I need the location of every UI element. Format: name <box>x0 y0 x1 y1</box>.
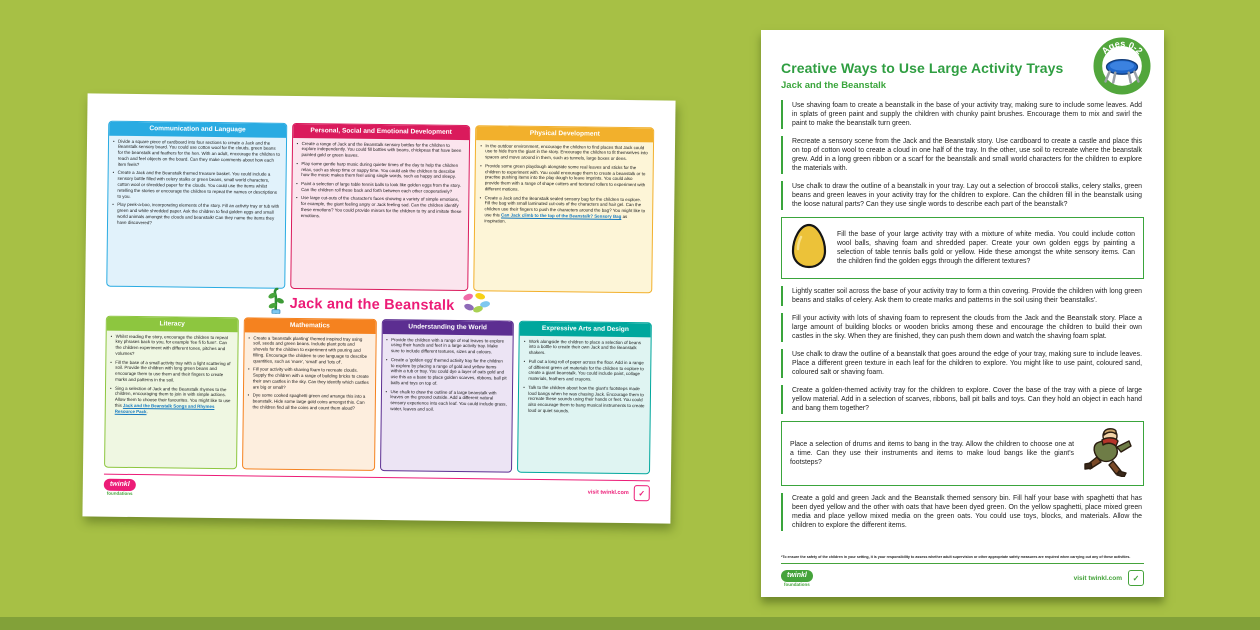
bullet-item: • Whilst reading the story, encourage the children to repeat key phrases back to you, for example 'fee fi fo fum!'. Can the children experiment with different tones, pitches and volumes? <box>110 333 232 358</box>
activity-paragraph: Create a golden-themed activity tray for the children to explore. Cover the base of the tray with a piece of large yellow material. Add in a selection of scarves, ribbons, ball pit balls and toys. Can they hold an object in each hand and bang them together? <box>781 385 1144 414</box>
activity-paragraph: Use chalk to draw the outline of a beanstalk in your tray. Lay out a selection of broccoli stalks, celery stalks, green beans and green leaves in your activity tray for the children to explore. Can the children fill in the beanstalk using the loose natural parts? Can they use single words to describe each part of the beanstalk? <box>781 181 1144 210</box>
bullet-item: • Play some gentle harp music during quieter times of the day to help the children relax, such as sleep time or nappy time. You could ask the children to describe how the music makes them feel using single words, such as happy and sleepy. <box>296 161 464 181</box>
svg-text:Ages 0-2: Ages 0-2 <box>1099 38 1145 57</box>
section-header: Expressive Arts and Design <box>520 322 651 337</box>
section-header: Physical Development <box>476 126 653 142</box>
bullet-item: • Create a Jack and the Beanstalk sealed sensory bag for the children to explore. Fill the bag with small laminated cut-outs of the characters and hair gel. Can the children use their fingers to push the characters around the bag? You might like to use this Can Jack climb to the top of the Beanstalk? Sensory Bag as inspiration. <box>479 195 647 226</box>
bullet-item: • Provide the children with a range of real leaves to explore using their hands and feet in a large activity tray. Make sure to include different textures, sizes and colours. <box>386 337 508 356</box>
bullet-item: • Fill the base of a small activity tray with a light scattering of soil. Provide the children with long green beans and encourage them to use them and their fingers to create marks and patterns in the soil. <box>110 359 232 384</box>
bullet-item: • Provide some green playdough alongside some real leaves and sticks for the children to experiment with. You could encourage them to create a beanstalk or to practise pushing items into the play dough to leave imprints. You could also provide them with a range of shape cutters and textured rollers to experiment with different motions. <box>480 163 648 194</box>
visit-twinkl-link[interactable]: visit twinkl.com <box>1073 574 1122 582</box>
resource-link[interactable]: Jack and the Beanstalk Songs and Rhymes Resource Pack <box>114 403 215 415</box>
seven-areas-poster <box>82 93 675 523</box>
bullet-item: • Work alongside the children to place a selection of beans into a bottle to create their own Jack and the Beanstalk shakers. <box>524 338 646 357</box>
twinkl-foundations-logo <box>104 479 136 497</box>
running-giant-icon-slot <box>1083 427 1135 480</box>
activity-paragraph: Lightly scatter soil across the base of your activity tray to form a thin covering. Provide the children with long green beans and stalks of celery. Ask them to create marks and patterns in the soil using their 'beanstalks'. <box>781 286 1144 306</box>
sheet-subtitle: Jack and the Beanstalk <box>781 80 887 91</box>
foundations-label: foundations <box>784 581 810 587</box>
bullet-item: • Pull out a long roll of paper across the floor. Add in a range of different green art materials for the children to explore to create a giant beanstalk. You could include paint, collage materials, feathers and crayons. <box>523 358 645 383</box>
section-header: Communication and Language <box>109 122 286 138</box>
bullet-item: • Create a 'beanstalk planting' themed inspired tray using soil, seeds and green beans. Include plant pots and shovels for the children to experiment with pouring and filling. Encourage the children to use language to describe quantities, such as 'more', 'small' and 'lots of'. <box>248 335 370 366</box>
top-sections-row <box>106 121 654 294</box>
sheet-footer-right <box>1074 570 1144 586</box>
bullet-item: • Dye some cooked spaghetti green and arrange this into a beanstalk. Hide some large gold coins amongst this. Can the children find all the coins and count them aloud? <box>247 393 369 412</box>
section-mathematics <box>242 317 377 471</box>
magic-beans-icon <box>460 292 490 314</box>
section-literacy <box>104 316 239 470</box>
activity-paragraph: Fill your activity with lots of shaving foam to represent the clouds from the Jack and the Beanstalk story. Place a large amount of building blocks or wooden bricks among these and encourage the children to build their own castles in the sky. When they are finished, they can push them down and watch the shaving foam splat. <box>781 313 1144 342</box>
section-communication-and-language <box>106 121 287 289</box>
section-body <box>108 135 286 232</box>
bullet-item: • Sing a selection of Jack and the Beanstalk rhymes to the children, encouraging them to join in with simple actions. Allow them to choose their favourites. You might like to use this Jack and the Beanstalk Songs and Rhymes Resource Pack. <box>110 385 232 416</box>
section-body <box>475 140 653 231</box>
bullet-item: • Divide a square piece of cardboard into four sections to create a Jack and the Beanstalk sensory board. You could use cotton wool for the clouds, green beans for the beanstalk and feathers for the hen. With an adult, encourage the children to reach and feel objects on the board. Can they make comments about how each item feels? <box>113 138 281 169</box>
section-header: Literacy <box>107 317 238 332</box>
twinkl-quality-badge-icon: ✓ <box>1128 570 1144 586</box>
section-header: Mathematics <box>244 318 375 333</box>
highlight-box <box>781 421 1144 486</box>
bullet-item: • Paint a selection of large table tennis balls to look like golden eggs from the story. Can the children roll these back and forth between each other cooperatively? <box>296 181 464 195</box>
bullet-item: • Talk to the children about how the giant's footsteps made loud bangs when he was chasing Jack. Encourage them to recreate these sounds using their hands or feet. You could also encourage them to bang musical instruments to create loud or quiet sounds. <box>523 384 645 415</box>
section-personal-social-and-emotional-development <box>290 123 471 291</box>
activity-paragraph: Use shaving foam to create a beanstalk in the base of your activity tray, making sure to include some leaves. Add in splats of green paint and supply the children with chunky paint brushes. Encourage them to mix and swirl the paint to make the beanstalk turn green. <box>781 100 1144 129</box>
activity-paragraph: Recreate a sensory scene from the Jack and the Beanstalk story. Use cardboard to create a castle and place this on top of cotton wool to create a cloud in one half of the tray. In the other, use soil to recreate where the beanstalk grew. Add in a long green ribbon or a scarf for the beanstalk and small world characters for the children to explore the materials with. <box>781 136 1144 174</box>
twinkl-quality-badge-icon: ✓ <box>634 485 650 501</box>
bottom-sections-row <box>104 316 652 475</box>
bullet-item: • Create a range of Jack and the Beanstalk sensory bottles for the children to explore independently. You could fill bottles with beans, chickpeas that have been painted gold or green leaves. <box>297 141 465 161</box>
beanstalk-icon <box>268 288 284 314</box>
section-physical-development <box>474 125 655 293</box>
poster-footer <box>104 474 650 503</box>
bullet-item: • Fill your activity with shaving foam to recreate clouds. Supply the children with a range of building bricks to create their own castles in the sky. Can they identify which castles are big or small? <box>248 367 370 392</box>
bullet-item: • Create a 'golden egg' themed activity tray for the children to explore by placing a range of gold and yellow items within a tub or tray. You could dye a layer of oats gold and use this as a base to place golden scarves, ribbons, ball pit balls and toys on top of. <box>386 357 508 388</box>
bullet-item: • Use chalk to draw the outline of a large beanstalk with leaves on the ground outside. Add a different natural sensory experience into each leaf. You could include grass, water, leaves and soil. <box>385 389 507 414</box>
foundations-label: foundations <box>106 490 133 497</box>
poster-title: Jack and the Beanstalk <box>289 295 455 314</box>
section-understanding-the-world <box>380 319 515 473</box>
section-body <box>519 335 651 420</box>
activity-paragraph: Place a selection of drums and items to bang in the tray. Allow the children to choose one at a time. Can they use their instruments and items to make loud bangs like the giant's footsteps? <box>790 440 1074 467</box>
section-expressive-arts-and-design <box>517 321 652 475</box>
highlight-box <box>781 217 1144 278</box>
visit-twinkl-link[interactable]: visit twinkl.com <box>587 489 629 497</box>
section-body <box>106 330 238 420</box>
bullet-item: • In the outdoor environment, encourage the children to find places that Jack could use to hide from the giant in the story. Encourage the children to fit themselves into spaces and move around in them, such as tunnels, large boxes or dens. <box>480 143 648 163</box>
resource-link[interactable]: Can Jack climb to the top of the Beanstalk? Sensory Bag <box>500 212 622 220</box>
section-header: Understanding the World <box>382 320 513 335</box>
activity-paragraph: Fill the base of your large activity tray with a mixture of white media. You could include cotton wool balls, shaving foam and shredded paper. Create your own golden eggs by painting a selection of table tennis balls gold or yellow. Hide these amongst the white sensory items. Can the children find the golden eggs through the different textures? <box>837 230 1135 266</box>
twinkl-cloud-logo: twinkl <box>781 570 813 582</box>
bullet-item: • Play peek-a-boo, incorporating elements of the story. Fill an activity tray or tub with green and white shredded paper. Ask the children to find golden eggs and small world animals amongst the clouds and beanstalk! Can they name the items they have discovered? <box>112 202 280 228</box>
section-body <box>381 334 513 419</box>
activity-paragraphs <box>781 100 1144 531</box>
golden-egg-icon-slot <box>790 223 828 272</box>
ages-badge <box>1093 37 1151 100</box>
activity-ideas-sheet <box>761 30 1164 597</box>
poster-footer-right <box>588 485 650 502</box>
section-body <box>243 332 375 417</box>
beanstalk-icon-slot <box>267 288 283 319</box>
golden-egg-icon <box>790 223 828 269</box>
activity-paragraph: Use chalk to draw the outline of a beanstalk that goes around the edge of your tray, making sure to include leaves. Place a different green texture in each leaf for the children to explore. You might like to use paint, coloured sand, coloured salt or shaving foam. <box>781 349 1144 378</box>
section-body <box>292 138 470 226</box>
twinkl-cloud-logo: twinkl <box>104 479 136 491</box>
safety-footnote: *To ensure the safety of the children in your setting, it is your responsibility to assess whether adult supervision or other appropriate safety measures are required when carrying out any of these activities. <box>781 554 1131 559</box>
twinkl-foundations-logo <box>781 570 813 588</box>
activity-paragraph: Create a gold and green Jack and the Beanstalk themed sensory bin. Fill half your base with spaghetti that has been dyed yellow and the other with oats that have been dyed green. On the yellow spaghetti, place mixed green media and place yellow mixed media on the green oats. You could use toys, blocks, and materials. Allow the children to explore the different items. <box>781 493 1144 531</box>
sheet-footer <box>781 555 1144 587</box>
sheet-title: Creative Ways to Use Large Activity Trays <box>781 60 1064 76</box>
bullet-item: • Use large cut-outs of the character's faces showing a variety of simple emotions, for example, the giant feeling angry or Jack feeling sad. Can the children identify these emotions? You could provide mirrors for the children to try and imitate these emotions. <box>296 195 464 221</box>
running-giant-icon <box>1083 427 1135 477</box>
section-header: Personal, Social and Emotional Development <box>293 124 470 140</box>
beans-icon-slot <box>460 292 490 319</box>
footer-divider <box>781 563 1144 564</box>
bullet-item: • Create a Jack and the Beanstalk themed treasure basket. You could include a sensory bottle filled with celery stalks or green beans, small world characters, cotton wool or shredded paper for the clouds. You could use the items whilst retelling the stories or encourage the children to repeat the names or descriptions to you. <box>112 170 280 201</box>
